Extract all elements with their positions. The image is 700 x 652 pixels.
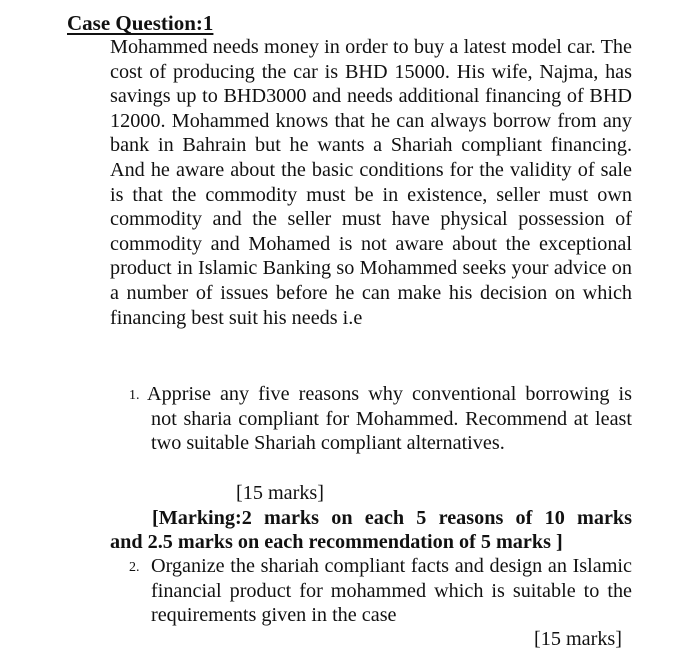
question-1-number: 1.	[129, 388, 140, 403]
question-2-text: Organize the shariah compliant facts and design an Islamic financial product for mohammed which is suitable to the requirements given in the case	[151, 555, 632, 627]
marking-scheme-line-2: and 2.5 marks on each recommendation of 5 marks ]	[110, 531, 563, 553]
marking-scheme-line-1: [Marking:2 marks on each 5 reasons of 10 marks	[152, 507, 632, 529]
question-2-number: 2.	[129, 560, 140, 575]
question-1-marks: [15 marks]	[236, 482, 325, 504]
case-description: Mohammed needs money in order to buy a latest model car. The cost of producing the car is BHD 15000. His wife, Najma, has savings up to BHD3000 and needs additional financing of BHD 12000. Mohammed knows that he can always borrow from any bank in Bahrain but he wants a Shariah compliant financing. And he aware about the basic conditions for the validity of sale is that the commodity must be in existence, seller must own commodity and the seller must have physical possession of commodity and Mohamed is not aware about the exceptional product in Islamic Banking so Mohammed seeks your advice on a number of issues before he can make his decision on which financing best suit his needs i.e	[110, 36, 632, 329]
case-question-heading: Case Question:1	[67, 11, 214, 35]
question-2-marks: [15 marks]	[534, 628, 623, 650]
question-1-text: Apprise any five reasons why conventional borrowing is not sharia compliant for Mohammed. Recommend at least two suitable Shariah compliant alternatives.	[147, 383, 632, 455]
